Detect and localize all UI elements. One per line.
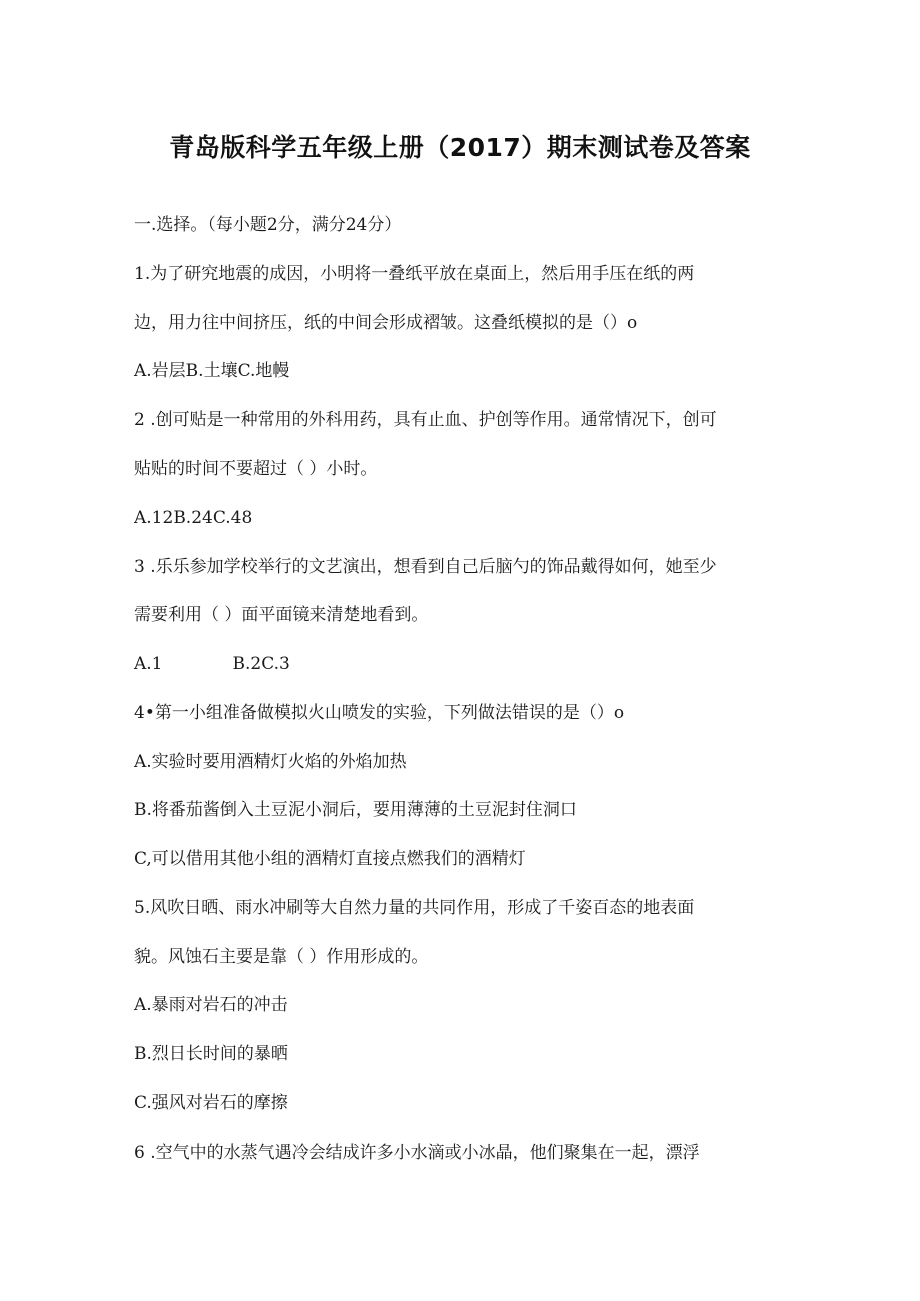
question-1-line-2: 边，用力往中间挤压，纸的中间会形成褶皱。这叠纸模拟的是（）o bbox=[134, 313, 638, 333]
question-2-line-1: 2 .创可贴是一种常用的外科用药，具有止血、护创等作用。通常情况下，创可 bbox=[134, 410, 717, 430]
question-5-line-1: 5.风吹日晒、雨水冲刷等大自然力量的共同作用，形成了千姿百态的地表面 bbox=[134, 898, 695, 918]
question-3-line-2: 需要利用（ ）面平面镜来清楚地看到。 bbox=[134, 605, 429, 625]
question-3-line-1: 3 .乐乐参加学校举行的文艺演出，想看到自己后脑勺的饰品戴得如何，她至少 bbox=[134, 557, 717, 577]
question-4-option-a: A.实验时要用酒精灯火焰的外焰加热 bbox=[134, 752, 407, 772]
question-5-option-c: C.强风对岩石的摩擦 bbox=[134, 1093, 288, 1113]
page-title: 青岛版科学五年级上册（2017）期末测试卷及答案 bbox=[169, 133, 751, 162]
question-5-option-b: B.烈日长时间的暴晒 bbox=[134, 1044, 288, 1064]
question-3-options bbox=[134, 652, 290, 676]
question-2-line-2: 贴贴的时间不要超过（ ）小时。 bbox=[134, 459, 378, 479]
question-2-options: A.12B.24C.48 bbox=[134, 508, 253, 528]
question-4-line-1: 4•第一小组准备做模拟火山喷发的实验，下列做法错误的是（）o bbox=[134, 703, 625, 723]
question-5-line-2: 貌。风蚀石主要是靠（ ）作用形成的。 bbox=[134, 947, 429, 967]
question-1-line-1: 1.为了研究地震的成因，小明将一叠纸平放在桌面上，然后用手压在纸的两 bbox=[134, 264, 695, 284]
question-6-line-1: 6 .空气中的水蒸气遇冷会结成许多小水滴或小冰晶，他们聚集在一起，漂浮 bbox=[134, 1143, 700, 1163]
question-5-option-a: A.暴雨对岩石的冲击 bbox=[134, 995, 288, 1015]
question-1-options: A.岩层B.土壤C.地幔 bbox=[134, 361, 290, 381]
question-4-option-b: B.将番茄酱倒入土豆泥小洞后，要用薄薄的土豆泥封住洞口 bbox=[134, 800, 577, 820]
question-4-option-c: C,可以借用其他小组的酒精灯直接点燃我们的酒精灯 bbox=[134, 849, 526, 869]
section-heading: 一.选择。（每小题2分，满分24分） bbox=[134, 215, 402, 235]
question-3-option-a: A.1 bbox=[134, 654, 163, 674]
question-3-option-bc: B.2C.3 bbox=[232, 654, 290, 674]
